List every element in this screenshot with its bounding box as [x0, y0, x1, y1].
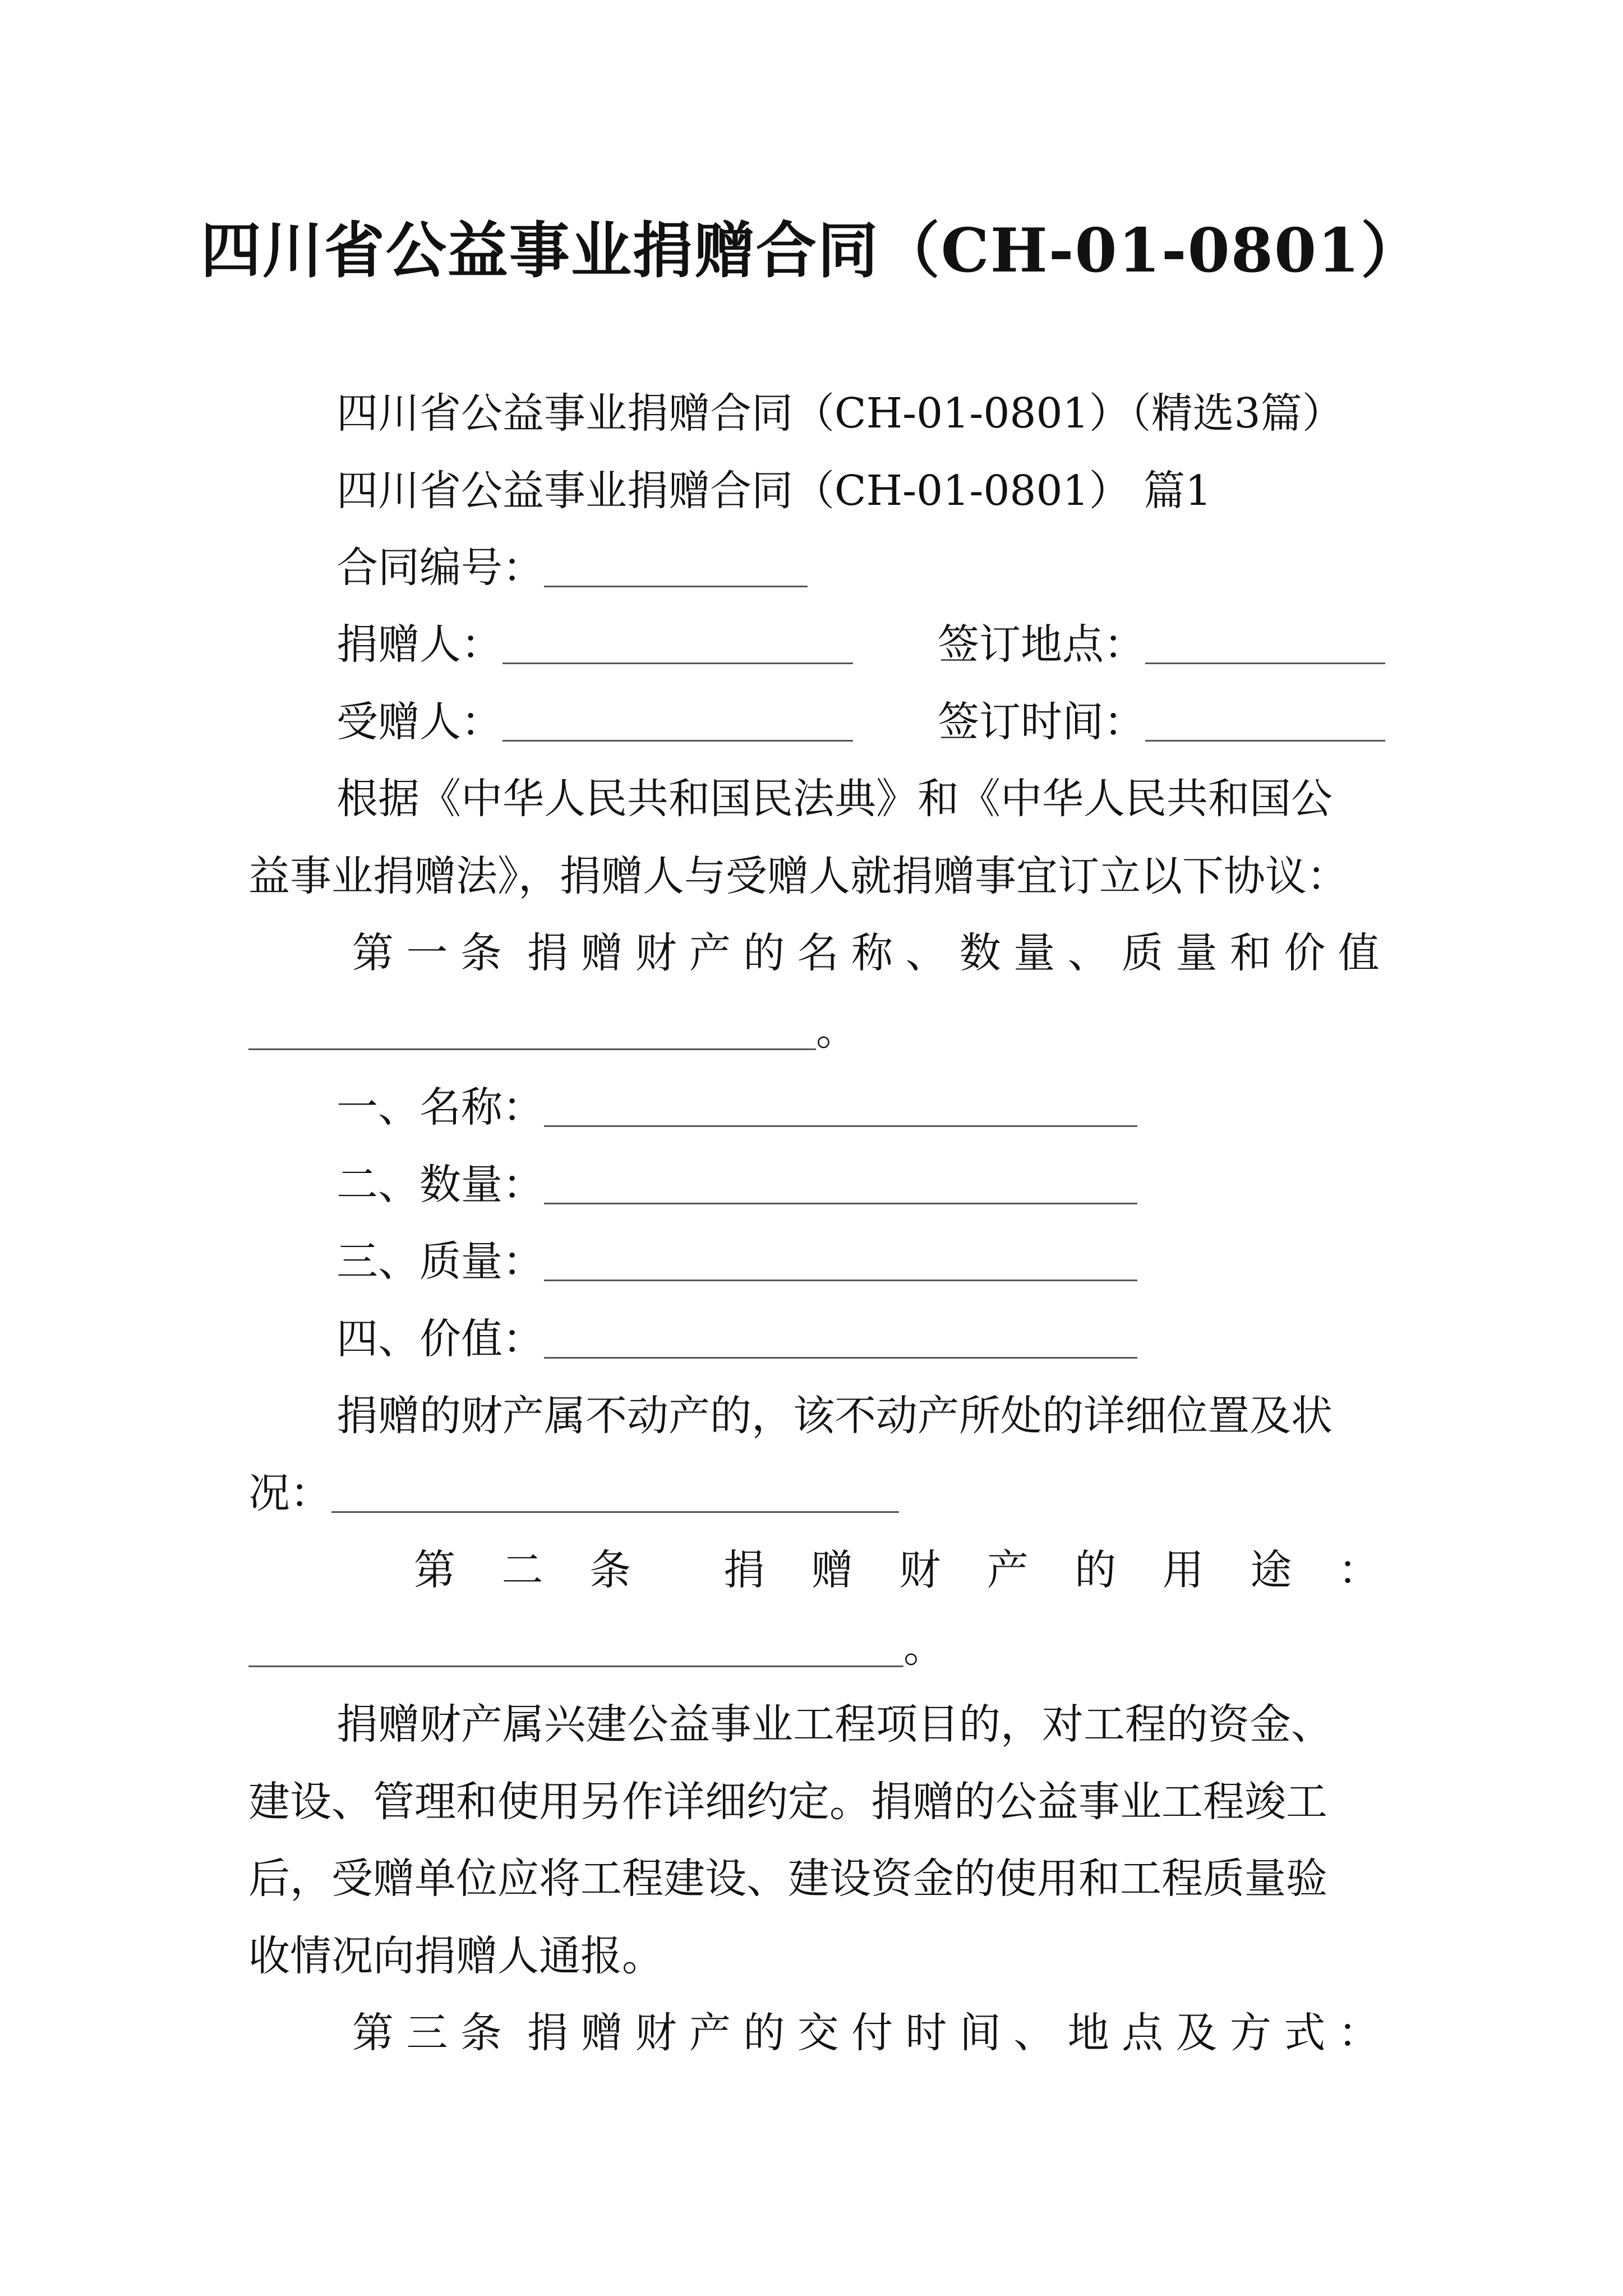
contract-no-label: 合同编号： — [336, 544, 544, 592]
article1-blank — [248, 1048, 816, 1050]
article2-para-line-4: 收情况向捐赠人通报。 — [248, 1932, 663, 1980]
heading-char: ： — [1338, 2009, 1380, 2057]
heading-char: 的 — [743, 929, 785, 977]
heading-char: 条 — [589, 1546, 631, 1594]
document-title: 四川省公益事业捐赠合同（CH-01-0801） — [200, 215, 1423, 286]
article2-para-line-3: 后，受赠单位应将工程建设、建设资金的使用和工程质量验 — [248, 1855, 1327, 1903]
intro-line-2: 益事业捐赠法》，捐赠人与受赠人就捐赠事宜订立以下协议： — [248, 852, 1348, 900]
heading-char: 和 — [1229, 929, 1271, 977]
heading-char: 地 — [1067, 2009, 1109, 2057]
heading-char: 财 — [635, 2009, 677, 2057]
donor-row — [336, 620, 853, 669]
heading-char: 式 — [1284, 2009, 1326, 2057]
sign-place-label: 签订地点： — [938, 620, 1145, 669]
heading-char: 方 — [1229, 2009, 1271, 2057]
sign-place-blank — [1145, 662, 1385, 664]
heading-char: 捐 — [527, 929, 569, 977]
donor-label: 捐赠人： — [336, 620, 502, 669]
heading-char: 三 — [406, 2009, 448, 2057]
heading-char: 称 — [851, 929, 893, 977]
part-heading: 四川省公益事业捐赠合同（CH-01-0801） 篇1 — [336, 467, 1212, 515]
heading-char: 数 — [959, 929, 1001, 977]
heading-char: 途 — [1250, 1546, 1292, 1594]
item-name-blank — [544, 1125, 1137, 1127]
heading-char: 的 — [743, 2009, 785, 2057]
donee-row — [336, 698, 853, 746]
heading-char: 用 — [1162, 1546, 1204, 1594]
article3-heading — [352, 2009, 1380, 2057]
heading-char: 第 — [414, 1546, 455, 1594]
article2-blank-row — [248, 1623, 945, 1672]
donee-label: 受赠人： — [336, 698, 502, 746]
heading-char: 量 — [1013, 929, 1055, 977]
heading-char: 产 — [689, 2009, 731, 2057]
sign-time-row — [938, 698, 1385, 746]
item-value-row — [336, 1315, 1137, 1363]
heading-char: 赠 — [581, 929, 623, 977]
heading-char: 量 — [1175, 929, 1218, 977]
realty-line-1: 捐赠的财产属不动产的，该不动产所处的详细位置及状 — [336, 1392, 1332, 1440]
heading-char: 赠 — [581, 2009, 623, 2057]
heading-char: 间 — [959, 2009, 1001, 2057]
realty-line-2 — [248, 1469, 899, 1517]
item-quality-label: 三、质量： — [336, 1237, 544, 1286]
heading-char: 赠 — [811, 1546, 853, 1594]
heading-char: 、 — [1067, 929, 1109, 977]
heading-char: 、 — [1013, 2009, 1055, 2057]
item-value-label: 四、价值： — [336, 1315, 544, 1363]
heading-char: 的 — [1075, 1546, 1117, 1594]
article2-para-line-1: 捐赠财产属兴建公益事业工程项目的，对工程的资金、 — [336, 1700, 1332, 1749]
heading-char: 二 — [501, 1546, 543, 1594]
heading-char: 及 — [1175, 2009, 1218, 2057]
article2-blank — [248, 1665, 903, 1667]
article1-heading — [352, 929, 1380, 977]
sign-time-label: 签订时间： — [938, 698, 1145, 746]
realty-blank — [331, 1511, 899, 1513]
heading-char: 捐 — [527, 2009, 569, 2057]
article2-para-line-2: 建设、管理和使用另作详细约定。捐赠的公益事业工程竣工 — [248, 1778, 1327, 1826]
item-quality-row — [336, 1237, 1137, 1286]
document-subtitle: 四川省公益事业捐赠合同（CH-01-0801）（精选3篇） — [336, 389, 1344, 438]
realty-label: 况： — [248, 1469, 331, 1517]
heading-char: 一 — [406, 929, 448, 977]
item-quantity-row — [336, 1161, 1137, 1209]
heading-char: 条 — [460, 929, 502, 977]
heading-char: 财 — [899, 1546, 941, 1594]
sign-place-row — [938, 620, 1385, 669]
donee-blank — [502, 740, 853, 742]
item-quantity-label: 二、数量： — [336, 1161, 544, 1209]
intro-line-1: 根据《中华人民共和国民法典》和《中华人民共和国公 — [336, 775, 1332, 823]
article1-blank-row — [248, 1006, 857, 1055]
contract-no-blank — [544, 586, 808, 587]
heading-char: ： — [1338, 1546, 1380, 1594]
donor-blank — [502, 662, 853, 664]
article2-end: 。 — [903, 1623, 945, 1672]
item-quantity-blank — [544, 1203, 1137, 1204]
item-quality-blank — [544, 1280, 1137, 1281]
heading-char: 、 — [905, 929, 947, 977]
sign-time-blank — [1145, 740, 1385, 742]
heading-char: 交 — [797, 2009, 839, 2057]
article2-heading — [414, 1546, 1380, 1594]
heading-char: 条 — [460, 2009, 502, 2057]
item-name-label: 一、名称： — [336, 1083, 544, 1131]
heading-char: 产 — [986, 1546, 1029, 1594]
heading-char: 第 — [352, 2009, 394, 2057]
heading-char: 点 — [1122, 2009, 1164, 2057]
heading-char: 捐 — [723, 1546, 766, 1594]
heading-char: 付 — [851, 2009, 893, 2057]
heading-char: 价 — [1284, 929, 1326, 977]
item-value-blank — [544, 1357, 1137, 1359]
item-name-row — [336, 1083, 1137, 1131]
heading-char: 第 — [352, 929, 394, 977]
heading-char: 质 — [1122, 929, 1164, 977]
heading-char: 产 — [689, 929, 731, 977]
heading-char: 名 — [797, 929, 839, 977]
heading-char: 值 — [1338, 929, 1380, 977]
heading-char: 时 — [905, 2009, 947, 2057]
heading-char: 财 — [635, 929, 677, 977]
article1-end: 。 — [816, 1006, 857, 1055]
contract-no-row — [336, 544, 808, 592]
